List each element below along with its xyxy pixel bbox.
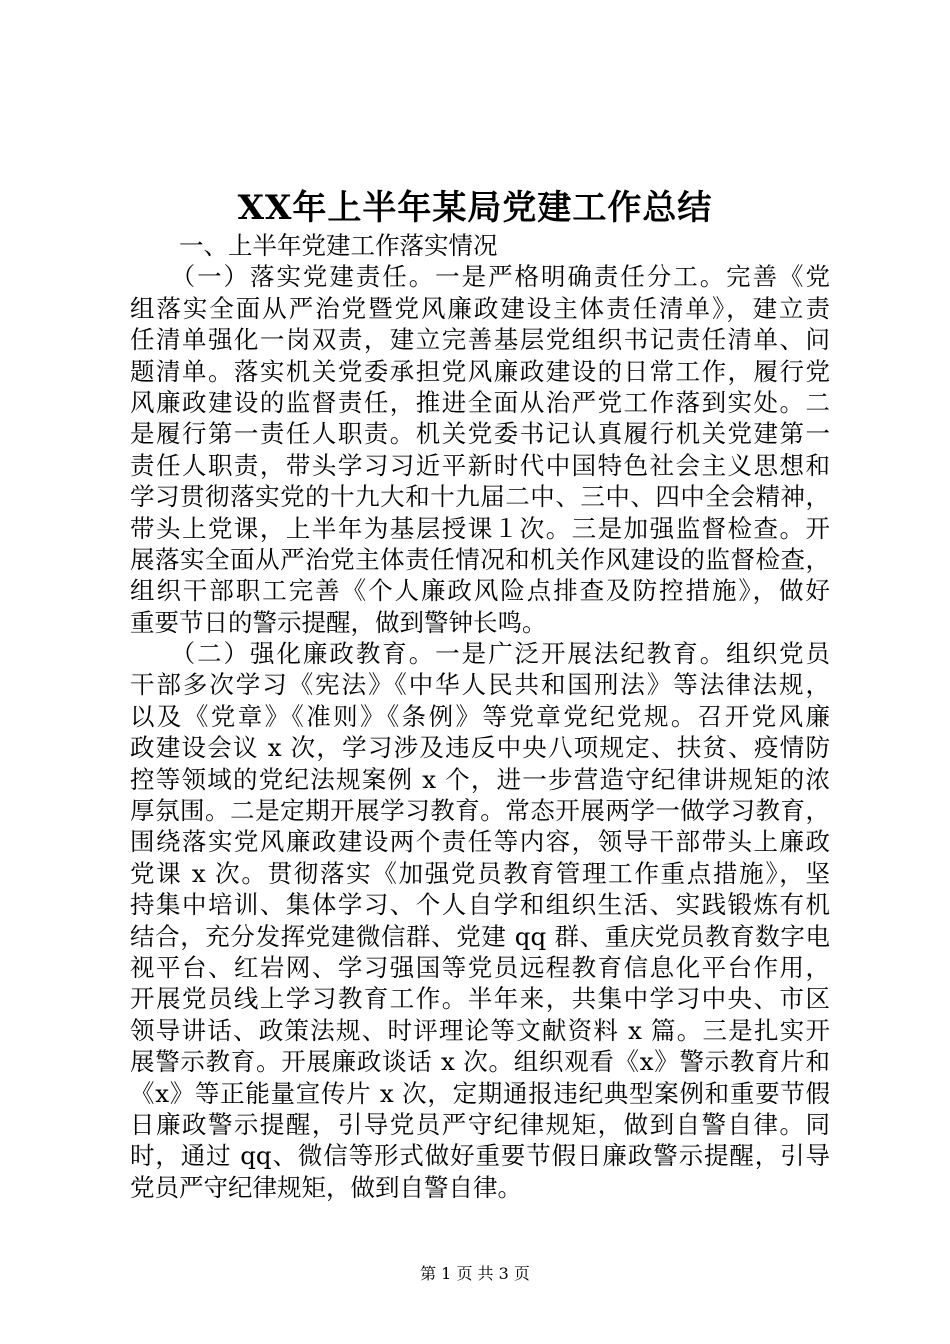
paragraph-line: 干部多次学习《宪法》《中华人民共和国刑法》等法律法规， — [130, 670, 830, 700]
paragraph-line: 政建设会议 x 次，学习涉及违反中央八项规定、扶贫、疫情防 — [130, 733, 830, 763]
paragraph-line: 日廉政警示提醒，引导党员严守纪律规矩，做到自警自律。同 — [130, 1109, 830, 1139]
paragraph-line: 风廉政建设的监督责任，推进全面从治严党工作落到实处。二 — [130, 387, 830, 417]
paragraph-line: 责任人职责，带头学习习近平新时代中国特色社会主义思想和 — [130, 450, 830, 480]
section-heading: 一、上半年党建工作落实情况 — [130, 231, 498, 260]
paragraph-line: （二）强化廉政教育。一是广泛开展法纪教育。组织党员 — [130, 639, 830, 669]
paragraph-line: 题清单。落实机关党委承担党风廉政建设的日常工作，履行党 — [130, 356, 830, 386]
paragraph-line: 学习贯彻落实党的十九大和十九届二中、三中、四中全会精神， — [130, 482, 830, 512]
page-number-footer: 第 1 页 共 3 页 — [420, 1264, 530, 1283]
paragraph-line: 组织干部职工完善《个人廉政风险点排查及防控措施》，做好 — [130, 576, 830, 606]
paragraph-line: 围绕落实党风廉政建设两个责任等内容，领导干部带头上廉政 — [130, 827, 830, 857]
paragraph-line: 时，通过 qq、微信等形式做好重要节假日廉政警示提醒，引导 — [130, 1141, 830, 1171]
paragraph-line: 开展党员线上学习教育工作。半年来，共集中学习中央、市区 — [130, 984, 830, 1014]
document-title: XX年上半年某局党建工作总结 — [237, 188, 713, 228]
paragraph-line: 视平台、红岩网、学习强国等党员远程教育信息化平台作用， — [130, 952, 830, 982]
paragraph-line: 领导讲话、政策法规、时评理论等文献资料 x 篇。三是扎实开 — [130, 1015, 830, 1045]
paragraph-line: 结合，充分发挥党建微信群、党建 qq 群、重庆党员教育数字电 — [130, 921, 830, 951]
paragraph-line: 党课 x 次。贯彻落实《加强党员教育管理工作重点措施》，坚 — [130, 858, 830, 888]
paragraph-line: 厚氛围。二是定期开展学习教育。常态开展两学一做学习教育， — [130, 796, 830, 826]
paragraph-line: 以及《党章》《准则》《条例》等党章党纪党规。召开党风廉 — [130, 701, 830, 731]
paragraph-line: 持集中培训、集体学习、个人自学和组织生活、实践锻炼有机 — [130, 890, 830, 920]
paragraph-line: 带头上党课，上半年为基层授课１次。三是加强监督检查。开 — [130, 513, 830, 543]
paragraph-line: 任清单强化一岗双责，建立完善基层党组织书记责任清单、问 — [130, 325, 830, 355]
paragraph-line: 是履行第一责任人职责。机关党委书记认真履行机关党建第一 — [130, 419, 830, 449]
paragraph-line: 组落实全面从严治党暨党风廉政建设主体责任清单》，建立责 — [130, 293, 830, 323]
document-body — [130, 230, 830, 1203]
paragraph-line: 展警示教育。开展廉政谈话 x 次。组织观看《x》警示教育片和 — [130, 1047, 830, 1077]
paragraph-line: 重要节日的警示提醒，做到警钟长鸣。 — [130, 607, 547, 637]
paragraph-line: （一）落实党建责任。一是严格明确责任分工。完善《党 — [130, 262, 830, 292]
paragraph-line: 控等领域的党纪法规案例 x 个，进一步营造守纪律讲规矩的浓 — [130, 764, 830, 794]
paragraph-line: 《x》等正能量宣传片 x 次，定期通报违纪典型案例和重要节假 — [130, 1078, 830, 1108]
paragraph-line: 展落实全面从严治党主体责任情况和机关作风建设的监督检查， — [130, 544, 830, 574]
paragraph-line: 党员严守纪律规矩，做到自警自律。 — [130, 1172, 522, 1202]
